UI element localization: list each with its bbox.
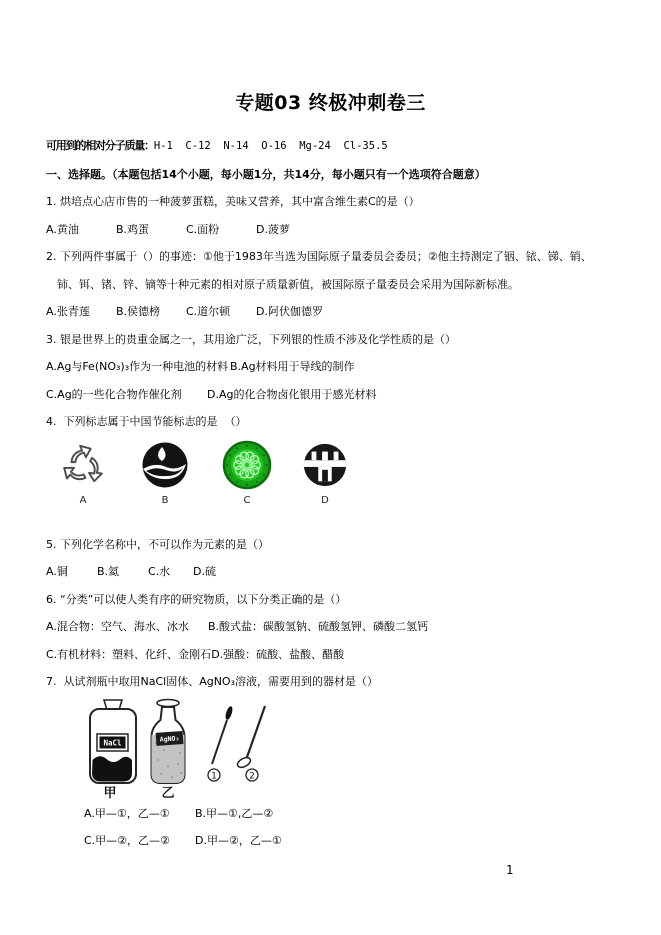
- option-2a: A.张青莲: [46, 305, 90, 318]
- recycling-icon: [59, 440, 107, 490]
- logo-cell-c: [222, 440, 272, 506]
- option-5c: C.水: [148, 565, 171, 578]
- wide-mouth-bottle: [90, 700, 136, 783]
- question-7-text: 7. 从试剂瓶中取用NaCl固体、AgNO₃溶液，需要用到的器材是（）: [46, 675, 378, 688]
- question-3-options-row1: [46, 353, 612, 381]
- exam-body: [46, 132, 612, 855]
- page-number: 1: [506, 863, 514, 877]
- logo-label-b: B: [161, 494, 169, 506]
- option-3d: D.Ag的化合物卤化银用于感光材料: [207, 387, 377, 401]
- option-6c: C.有机材料：塑料、化纤、金刚石: [46, 647, 212, 661]
- bottle-label-nacl: NaCl: [103, 738, 122, 747]
- option-5a: A.铜: [46, 565, 68, 578]
- question-5-text: 5. 下列化学名称中，不可以作为元素的是（）: [46, 537, 269, 551]
- question-6-options-row2: [46, 641, 612, 669]
- question-4-text: 4. 下列标志属于中国节能标志的是 （）: [46, 415, 247, 428]
- option-6d: D.强酸：硫酸、盐酸、醋酸: [211, 647, 345, 661]
- question-7-options-row2: [46, 827, 612, 855]
- question-1-text: 1. 烘培点心店市售的一种菠萝蛋糕，美味又营养，其中富含维生素C的是（）: [46, 195, 420, 208]
- option-3c: C.Ag的一些化合物作催化剂: [46, 387, 182, 401]
- water-saving-icon: [140, 440, 190, 490]
- option-7b: B.甲—①,乙—②: [195, 806, 274, 820]
- energy-saving-icon: [301, 440, 349, 490]
- tool-1-number: 1: [211, 771, 217, 781]
- question-2-options: [46, 298, 612, 326]
- option-7a: A.甲—①，乙—①: [84, 806, 170, 820]
- narrow-neck-bottle: [150, 699, 188, 784]
- logo-label-d: D: [321, 494, 329, 506]
- relative-mass-values: H-1 C-12 N-14 O-16 Mg-24 Cl-35.5: [153, 140, 388, 152]
- option-1b: B.鸡蛋: [116, 222, 150, 236]
- relative-mass-label: 可用到的相对分子质量：: [46, 139, 154, 152]
- option-1d: D.菠萝: [256, 222, 290, 236]
- question-7-options-row1: [46, 800, 612, 828]
- bottle-caption-yi: 乙: [161, 785, 175, 800]
- option-6b: B.酸式盐：碳酸氢钠、硫酸氢钾、磷酸二氢钙: [208, 620, 429, 633]
- logo-cell-d: [300, 440, 350, 506]
- question-1-options: [46, 216, 612, 244]
- question-4-logo-figure: [46, 440, 612, 506]
- reagent-bottles-figure: [88, 698, 273, 800]
- logo-cell-b: [140, 440, 190, 506]
- option-7c: C.甲—②，乙—②: [84, 834, 170, 847]
- tool-2-number: 2: [249, 771, 255, 781]
- dropper-icon: [208, 705, 234, 781]
- option-1a: A.黄油: [46, 222, 79, 236]
- logo-cell-a: [58, 440, 108, 506]
- question-6-text: 6. “分类”可以使人类有序的研究物质，以下分类正确的是（）: [46, 592, 347, 606]
- question-7-apparatus-figure: [88, 698, 612, 800]
- section-heading: 一、选择题。（本题包括14个小题，每小题1分，共14分，每小题只有一个选项符合题意）: [46, 167, 486, 181]
- option-5b: B.氦: [97, 565, 120, 578]
- option-1c: C.面粉: [186, 222, 220, 236]
- option-2b: B.侯德榜: [116, 305, 161, 318]
- option-6a: A.混合物：空气、海水、冰水: [46, 620, 189, 633]
- question-3-options-row2: [46, 381, 612, 409]
- question-6-options-row1: [46, 613, 612, 641]
- option-5d: D.硫: [193, 565, 216, 578]
- environmental-label-icon: [222, 440, 272, 490]
- option-7d: D.甲—②，乙—①: [195, 834, 282, 847]
- spoon-icon: [236, 706, 265, 782]
- question-5-options: [46, 558, 612, 586]
- logo-label-c: C: [243, 494, 251, 506]
- option-3b: B.Ag材料用于导线的制作: [230, 360, 355, 373]
- question-3-text: 3. 银是世界上的贵重金属之一，其用途广泛，下列银的性质不涉及化学性质的是（）: [46, 332, 456, 346]
- relative-mass-line: [46, 132, 612, 161]
- page-title: 专题03 终极冲刺卷三: [235, 92, 426, 114]
- option-2c: C.道尔顿: [186, 305, 231, 318]
- bottle-caption-jia: 甲: [103, 785, 117, 800]
- option-2d: D.阿伏伽德罗: [256, 305, 323, 318]
- logo-label-a: A: [79, 494, 87, 506]
- option-3a: A.Ag与Fe(NO₃)₃作为一种电池的材料: [46, 360, 229, 373]
- question-2-text: 2. 下列两件事属于（）的事迹：①他于1983年当选为国际原子量委员会委员；②他主持测定了铟、铱、锑、销、铈、铒、锗、锌、镝等十种元素的相对原子质量新值，被国际原子量委员会采用为国际新标准。: [46, 250, 592, 291]
- bottle-label-agno3: AgNO₃: [159, 733, 180, 744]
